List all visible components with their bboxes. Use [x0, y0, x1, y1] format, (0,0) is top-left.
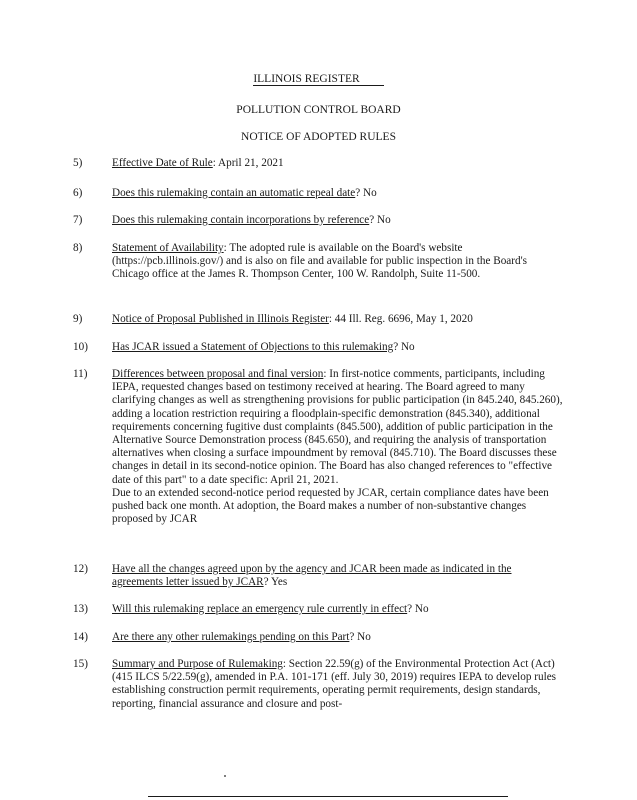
item-label: Statement of Availability: [112, 242, 224, 254]
item-text: ? No: [349, 631, 371, 643]
item-body: [112, 242, 564, 282]
item-label: Notice of Proposal Published in Illinois Register: [112, 313, 329, 325]
item-number: 11): [73, 368, 88, 380]
item-number: 9): [73, 313, 83, 325]
item-body: [112, 658, 564, 711]
item-number: 8): [73, 242, 83, 254]
item-body: [112, 603, 564, 616]
notice-title: NOTICE OF ADOPTED RULES: [241, 131, 396, 143]
item-text: : The adopted rule is available on the Board's website (https://pcb.illinois.gov/) and is also on file and available for public inspection in the Board's Chicago office at the James R. Thompson Center, 100 W. Randolph, Suite 11-500.: [112, 242, 527, 281]
item-number: 12): [73, 563, 88, 575]
board-title: POLLUTION CONTROL BOARD: [236, 104, 401, 116]
item-label: Have all the changes agreed upon by the agency and JCAR been made as indicated in the agreements letter issued by JCAR: [112, 563, 512, 589]
item-label: Are there any other rulemakings pending on this Part: [112, 631, 350, 643]
item-number: 10): [73, 341, 88, 353]
register-header: [0, 73, 637, 85]
item-text: : April 21, 2021: [212, 157, 284, 169]
item-text: ? No: [393, 341, 415, 353]
item-text: : In first-notice comments, participants, including IEPA, requested changes based on testimony received at hearing. The Board agreed to many clarifying changes as well as strengthening provisions for public participation (in 845.240, 845.260), adding a location restriction requiring a floodplain-specific demonstration (845.340), additional requirements concerning fugitive dust complaints (845.500), addition of public participation in the Alternative Source Demonstration process (845.650), and requiring the analysis of transportation alternatives when closing a surface impoundment by removal (845.710). The Board discusses these changes in detail in its second-notice opinion. The Board has also changed references to "effective date of this part" to a date specific: April 21, 2021.: [112, 368, 563, 486]
item-text-continued: Due to an extended second-notice period requested by JCAR, certain compliance dates have been pushed back one month. At adoption, the Board makes a number of non-substantive changes proposed by JCAR: [112, 486, 549, 526]
register-underline: [253, 85, 383, 86]
item-number: 15): [73, 658, 88, 670]
item-label: Differences between proposal and final version: [112, 368, 324, 380]
item-body: [112, 563, 564, 589]
item-text: : Section 22.59(g) of the Environmental Protection Act (Act) (415 ILCS 5/22.59(g), amended in P.A. 101-171 (eff. July 30, 2019) requires IEPA to develop rules establishing construction permit requirements, operating permit requirements, design standards, reporting, financial assurance and closure and post-: [112, 658, 557, 710]
item-body: [112, 157, 564, 170]
item-text: ? No: [407, 603, 429, 615]
scan-speck: [224, 775, 226, 777]
item-label: Will this rulemaking replace an emergency rule currently in effect: [112, 603, 408, 615]
item-number: 5): [73, 157, 83, 169]
item-body: [112, 341, 564, 354]
item-label: Does this rulemaking contain incorporations by reference: [112, 214, 370, 226]
item-body: [112, 214, 564, 227]
item-number: 6): [73, 187, 83, 199]
item-body: [112, 313, 564, 326]
register-title: ILLINOIS REGISTER: [253, 73, 360, 85]
item-number: 14): [73, 631, 88, 643]
item-number: 13): [73, 603, 88, 615]
item-body: [112, 631, 564, 644]
item-label: Effective Date of Rule: [112, 157, 213, 169]
item-label: Has JCAR issued a Statement of Objections to this rulemaking: [112, 341, 394, 353]
page-bottom-rule: [148, 796, 508, 797]
item-label: Does this rulemaking contain an automatic repeal date: [112, 187, 356, 199]
item-body: [112, 187, 564, 200]
item-text: ? No: [355, 187, 377, 199]
item-label: Summary and Purpose of Rulemaking: [112, 658, 283, 670]
item-text: ? No: [369, 214, 391, 226]
item-body: [112, 368, 564, 526]
item-text: : 44 Ill. Reg. 6696, May 1, 2020: [328, 313, 473, 325]
item-number: 7): [73, 214, 83, 226]
item-text: ? Yes: [263, 576, 288, 589]
